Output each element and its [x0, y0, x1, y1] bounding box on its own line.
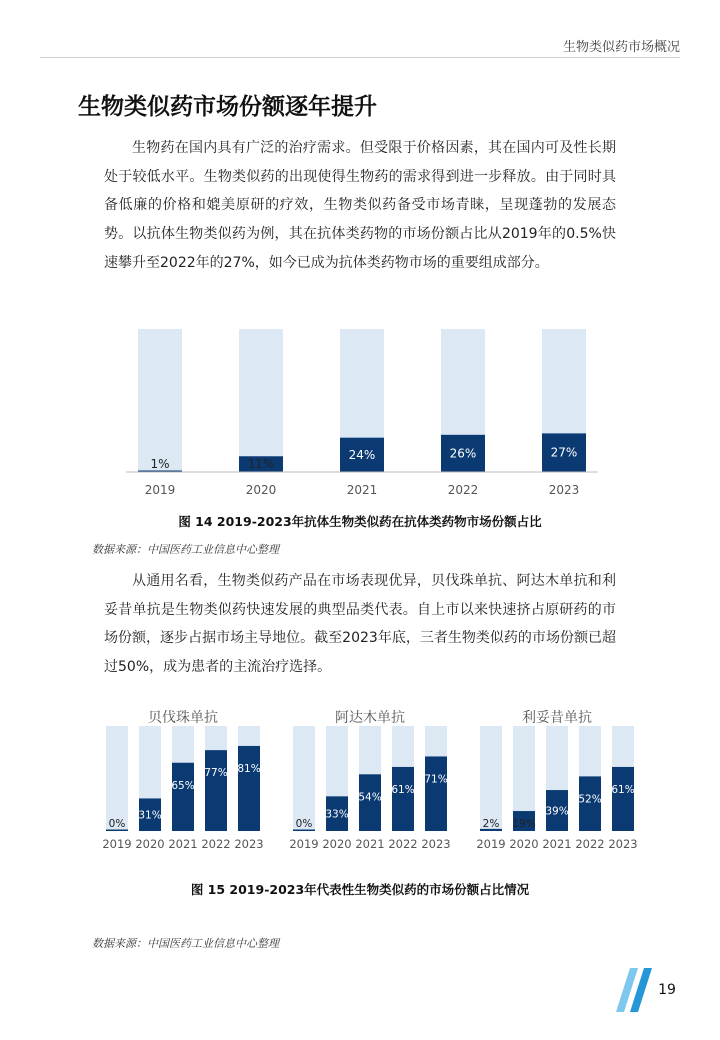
fig15-series-1-label-2019: 0% [108, 818, 126, 830]
fig15-series-2-label-2023: 71% [424, 773, 448, 786]
fig15-series-1-tick-2022: 2022 [201, 837, 231, 851]
fig15-series-1-bar-2022 [205, 750, 227, 831]
figure-14-source: 数据来源：中国医药工业信息中心整理 [92, 543, 279, 556]
fig14-tick-2022: 2022 [447, 483, 479, 497]
fig15-series-1-tick-2021: 2021 [168, 837, 198, 851]
fig15-series-1-bar-2021 [172, 763, 194, 831]
fig15-series-2-bar-2022 [392, 767, 414, 831]
header-divider [40, 57, 680, 58]
fig15-series-3-label-2023: 61% [611, 783, 635, 796]
fig14-label-2019: 1% [150, 457, 170, 471]
fig14-tick-2019: 2019 [144, 483, 176, 497]
fig15-series-1-tick-2023: 2023 [234, 837, 264, 851]
fig14-tick-2023: 2023 [548, 483, 580, 497]
fig15-series-1-label-2020: 31% [138, 809, 162, 822]
fig15-series-3-tick-2019: 2019 [476, 837, 506, 851]
body-paragraph-2: 从通用名看，生物类似药产品在市场表现优异，贝伐珠单抗、阿达木单抗和利妥昔单抗是生物类似药快速发展的典型品类代表。自上市以来快速挤占原研药的市场份额，逐步占据市场主导地位。截至2023年底，三者生物类似药的市场份额已超过50%，成为患者的主流治疗选择。 [104, 573, 616, 676]
fig14-label-2021: 24% [348, 447, 376, 462]
fig15-series-1-label-2021: 65% [171, 779, 195, 792]
fig14-label-2023: 27% [550, 445, 578, 460]
fig15-series-1-tick-2019: 2019 [102, 837, 132, 851]
fig15-series-3-bar-2023 [612, 767, 634, 831]
fig15-series-1-title: 贝伐珠单抗 [148, 710, 218, 726]
fig15-series-2-tick-2023: 2023 [421, 837, 451, 851]
fig15-series-3-label-2022: 52% [578, 793, 602, 806]
fig15-series-3-tick-2023: 2023 [608, 837, 638, 851]
running-header: 生物类似药市场概况 [562, 40, 680, 55]
fig14-label-2022: 26% [449, 446, 477, 461]
fig14-tick-2021: 2021 [346, 483, 378, 497]
fig15-series-2-label-2021: 54% [358, 791, 382, 804]
fig15-series-3-label-2021: 39% [545, 805, 569, 818]
body-paragraph-1: 生物药在国内具有广泛的治疗需求。但受限于价格因素，其在国内可及性长期处于较低水平。生物类似药的出现使得生物药的需求得到进一步释放。由于同时具备低廉的价格和媲美原研的疗效，生物类似药备受市场青睐，呈现蓬勃的发展态势。以抗体生物类似药为例，其在抗体类药物的市场份额占比从2019年的0.5%快速攀升至2022年的27%，如今已成为抗体类药物市场的重要组成部分。 [104, 140, 616, 271]
figure-14-caption: 图 14 2019-2023年抗体生物类似药在抗体类药物市场份额占比 [178, 514, 542, 529]
figure-15-source: 数据来源：中国医药工业信息中心整理 [92, 937, 279, 950]
fig15-series-3-title: 利妥昔单抗 [522, 710, 592, 726]
fig15-series-1-tick-2020: 2020 [135, 837, 165, 851]
fig14-track-2020 [239, 329, 283, 472]
fig14-tick-2020: 2020 [245, 483, 277, 497]
fig15-series-2-tick-2020: 2020 [322, 837, 352, 851]
figure-15-chart [95, 700, 640, 865]
fig15-series-3-tick-2021: 2021 [542, 837, 572, 851]
fig15-series-2-tick-2021: 2021 [355, 837, 385, 851]
fig15-series-2-tick-2022: 2022 [388, 837, 418, 851]
fig15-series-2-label-2019: 0% [295, 818, 313, 830]
fig15-series-1-bar-2023 [238, 746, 260, 831]
fig15-series-2-title: 阿达木单抗 [335, 710, 405, 726]
fig15-series-3-label-2020: 19% [512, 818, 536, 830]
fig15-series-2-bar-2023 [425, 756, 447, 831]
section-heading: 生物类似药市场份额逐年提升 [78, 94, 377, 120]
fig15-series-3-tick-2020: 2020 [509, 837, 539, 851]
fig15-series-3-tick-2022: 2022 [575, 837, 605, 851]
page-number: 19 [658, 982, 676, 998]
fig15-series-1-label-2023: 81% [237, 762, 261, 775]
fig15-series-1-label-2022: 77% [204, 767, 228, 780]
fig15-series-2-label-2022: 61% [391, 783, 415, 796]
fig14-label-2020: 11% [247, 457, 275, 471]
fig15-series-2-tick-2019: 2019 [289, 837, 319, 851]
fig15-series-2-label-2020: 33% [325, 808, 349, 821]
fig15-series-1-track-2019 [106, 726, 128, 831]
figure-15-caption: 图 15 2019-2023年代表性生物类似药的市场份额占比情况 [190, 882, 530, 897]
fig15-series-3-label-2019: 2% [482, 818, 500, 830]
figure-14-chart [100, 318, 600, 508]
fig15-series-2-track-2019 [293, 726, 315, 831]
page-number-stripes [616, 968, 656, 1012]
fig14-track-2019 [138, 329, 182, 472]
fig15-series-3-track-2019 [480, 726, 502, 831]
